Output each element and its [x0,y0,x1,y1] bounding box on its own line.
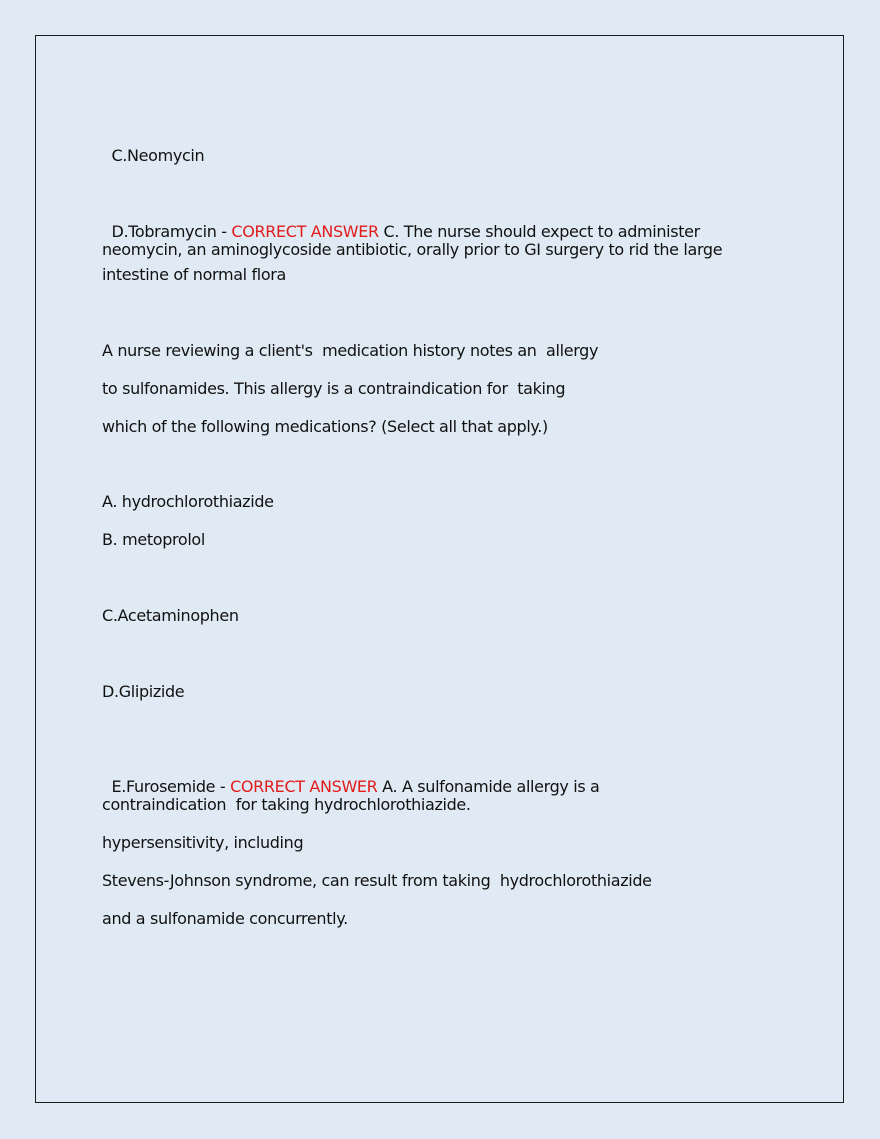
q2-correct-answer-label: CORRECT ANSWER [230,777,378,796]
q2-option-d: D.Glipizide [102,682,185,701]
q2-option-a: A. hydrochlorothiazide [102,492,274,511]
q1-answer-line3: intestine of normal flora [102,265,286,284]
q2-answer-line1: A. A sulfonamide allergy is a [377,777,600,796]
q2-question-line2: to sulfonamides. This allergy is a contraindication for taking [102,379,566,398]
q1-answer-line1: C. The nurse should expect to administer [378,222,700,241]
q2-option-b: B. metoprolol [102,530,205,549]
q1-option-d-with-answer [102,202,700,242]
q2-answer-line5: and a sulfonamide concurrently. [102,909,348,928]
q2-option-e-text: E.Furosemide - [111,777,231,796]
q1-option-c-text: C.Neomycin [111,146,205,165]
q1-option-d-text: D.Tobramycin - [111,222,232,241]
q2-answer-line2: contraindication for taking hydrochlorothiazide. [102,795,471,814]
q2-option-c: C.Acetaminophen [102,606,239,625]
q2-answer-line3: hypersensitivity, including [102,833,304,852]
q2-option-e-with-answer [102,757,600,797]
q2-answer-line4: Stevens-Johnson syndrome, can result from taking hydrochlorothiazide [102,871,652,890]
q1-correct-answer-label: CORRECT ANSWER [231,222,379,241]
page-border [35,35,844,1103]
q1-option-c [102,126,204,166]
q2-question-line1: A nurse reviewing a client's medication history notes an allergy [102,341,599,360]
q2-question-line3: which of the following medications? (Select all that apply.) [102,417,548,436]
q1-answer-line2: neomycin, an aminoglycoside antibiotic, orally prior to GI surgery to rid the large [102,240,723,259]
